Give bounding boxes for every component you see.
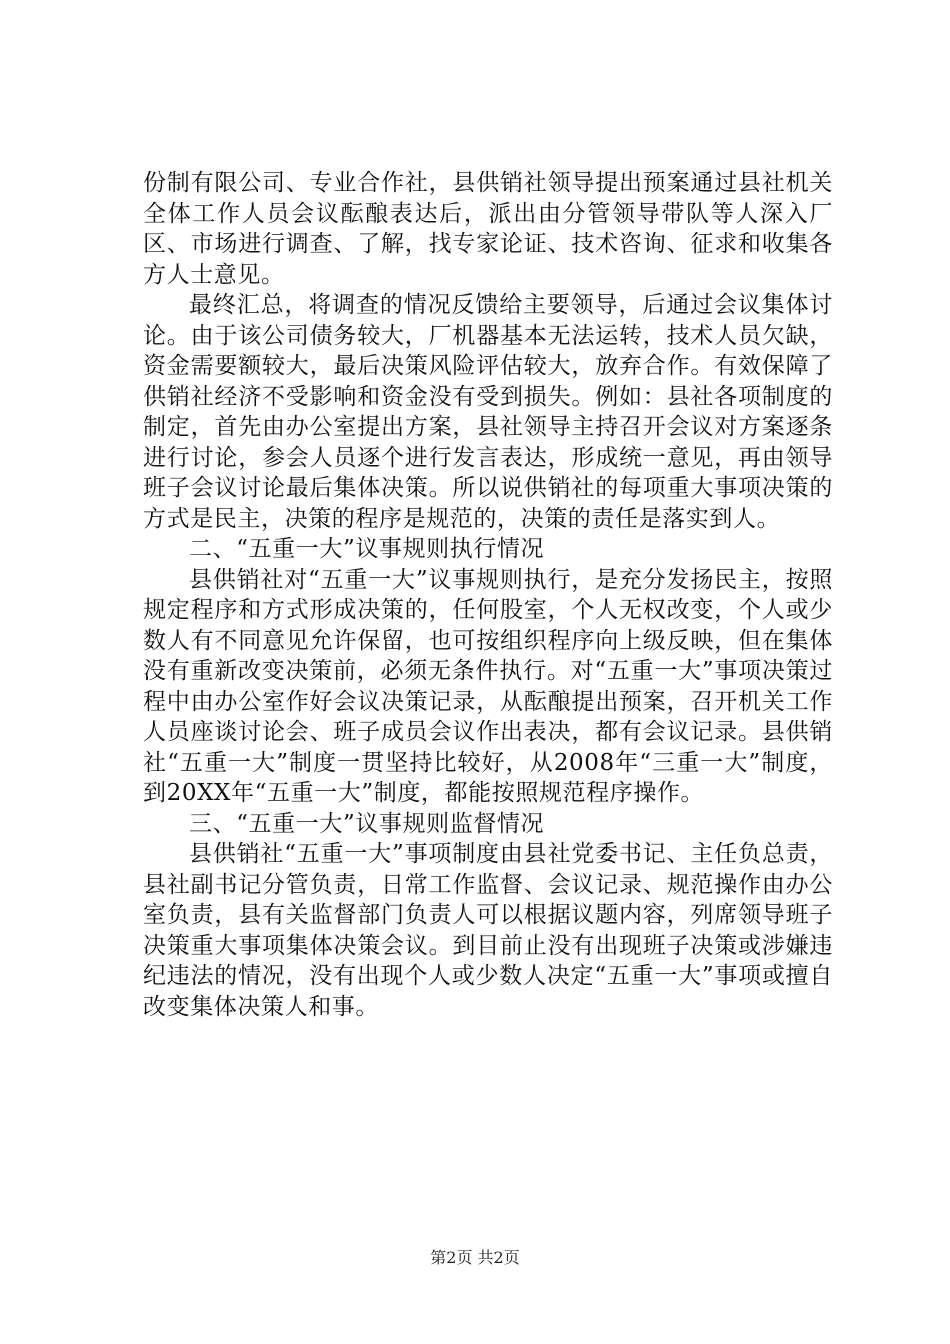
paragraph-4: 县供销社“五重一大”事项制度由县社党委书记、主任负总责，县社副书记分管负责，日常工作监督、会议记录、规范操作由办公室负责，县有关监督部门负责人可以根据议题内容，列席领导班子决策重大事项集体决策会议。到目前止没有出现班子决策或涉嫌违纪违法的情况，没有出现个人或少数人决定“五重一大”事项或擅自改变集体决策人和事。 <box>143 841 833 1020</box>
paragraph-3: 县供销社对“五重一大”议事规则执行，是充分发扬民主，按照规定程序和方式形成决策的，任何股室，个人无权改变，个人或少数人有不同意见允许保留，也可按组织程序向上级反映，但在集体没有重新改变决策前，必须无条件执行。对“五重一大”事项决策过程中由办公室作好会议决策记录，从酝酿提出预案，召开机关工作人员座谈讨论会、班子成员会议作出表决，都有会议记录。县供销社“五重一大”制度一贯坚持比较好，从2008年“三重一大”制度，到20XX年“五重一大”制度，都能按照规范程序操作。 <box>143 566 833 806</box>
section-heading-3: 三、“五重一大”议事规则监督情况 <box>189 810 545 837</box>
paragraph-2: 最终汇总，将调查的情况反馈给主要领导，后通过会议集体讨论。由于该公司债务较大，厂机器基本无法运转，技术人员欠缺，资金需要额较大，最后决策风险评估较大，放弃合作。有效保障了供销社经济不受影响和资金没有受到损失。例如：县社各项制度的制定，首先由办公室提出方案，县社领导主持召开会议对方案逐条进行讨论，参会人员逐个进行发言表达，形成统一意见，再由领导班子会议讨论最后集体决策。所以说供销社的每项重大事项决策的方式是民主，决策的程序是规范的，决策的责任是落实到人。 <box>143 292 833 532</box>
page-footer: 第2页 共2页 <box>430 1248 520 1267</box>
section-heading-2: 二、“五重一大”议事规则执行情况 <box>189 536 545 562</box>
paragraph-1: 份制有限公司、专业合作社，县供销社领导提出预案通过县社机关全体工作人员会议酝酿表达后，派出由分管领导带队等人深入厂区、市场进行调查、了解，找专家论证、技术咨询、征求和收集各方人士意见。 <box>143 170 833 288</box>
document-body <box>143 168 833 1022</box>
